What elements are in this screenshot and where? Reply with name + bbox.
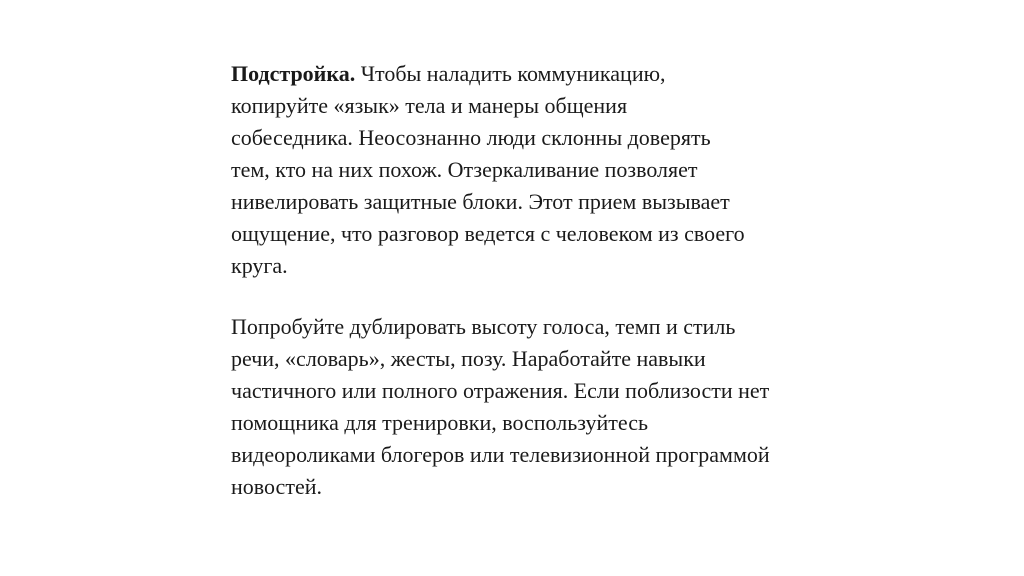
paragraph-line-text: Чтобы наладить коммуникацию, [355,61,666,86]
text-block [231,58,871,503]
paragraph-adjustment [231,58,871,282]
paragraph-line: речи, «словарь», жесты, позу. Наработайте навыки [231,346,706,371]
paragraph-line: новостей. [231,474,322,499]
term-heading: Подстройка. [231,61,356,86]
paragraph-practice [231,311,871,503]
paragraph-line: нивелировать защитные блоки. Этот прием вызывает [231,189,730,214]
paragraph-spacer [231,282,871,311]
paragraph-line: частичного или полного отражения. Если поблизости нет [231,378,770,403]
paragraph-line: видеороликами блогеров или телевизионной программой [231,442,770,467]
paragraph-line: помощника для тренировки, воспользуйтесь [231,410,648,435]
paragraph-line: копируйте «язык» тела и манеры общения [231,93,628,118]
paragraph-line: собеседника. Неосознанно люди склонны доверять [231,125,711,150]
paragraph-line: тем, кто на них похож. Отзеркаливание позволяет [231,157,698,182]
paragraph-line: круга. [231,253,288,278]
paragraph-line: Попробуйте дублировать высоту голоса, темп и стиль [231,314,736,339]
paragraph-line: ощущение, что разговор ведется с человеком из своего [231,221,745,246]
paragraph-line [231,58,871,90]
